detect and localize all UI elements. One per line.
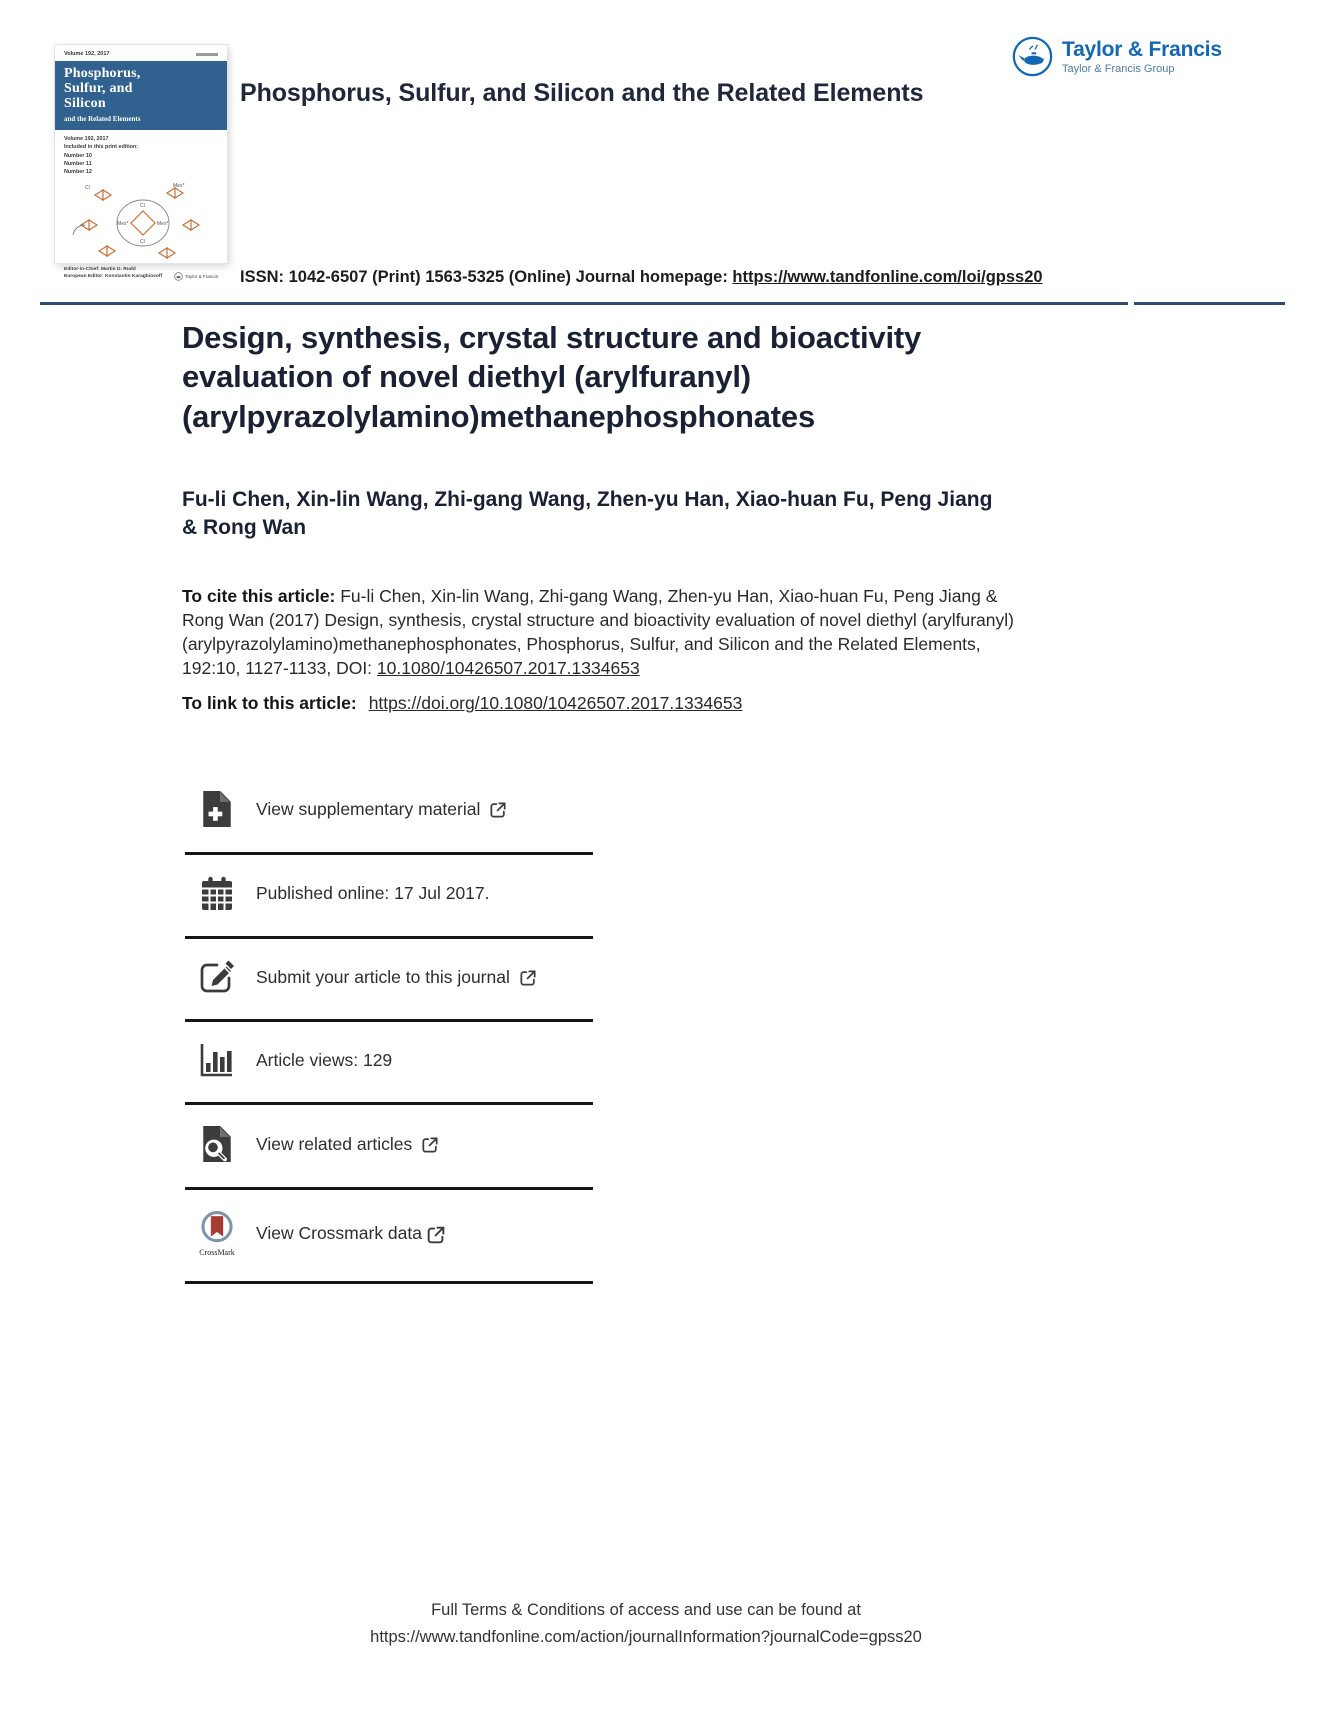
issn-line [240, 268, 1043, 287]
doi-link[interactable]: https://doi.org/10.1080/10426507.2017.1334653 [368, 693, 743, 713]
cover-volume-top: Volume 192, 2017 [64, 51, 110, 57]
related-articles-icon [195, 1125, 239, 1163]
submit-article-row[interactable] [185, 939, 593, 1022]
external-link-icon [518, 968, 538, 988]
cover-banner-subtitle: and the Related Elements [64, 114, 141, 123]
taylor-francis-logo [1012, 36, 1222, 77]
action-label: Article views: 129 [256, 1049, 393, 1070]
cover-edition-line: Number 12 [64, 169, 92, 176]
cover-european-editor: European Editor: Konstantin Karaghiosoff [64, 274, 163, 280]
external-link-icon [425, 1224, 447, 1246]
action-label: View related articles [256, 1133, 413, 1154]
header-divider [1134, 302, 1285, 305]
cover-edition-line: Volume 192, 2017 [64, 135, 109, 142]
issn-text: ISSN: 1042-6507 (Print) 1563-5325 (Online) Journal homepage: [240, 268, 733, 286]
cover-banner [55, 61, 227, 130]
article-actions-list [185, 770, 593, 1284]
action-label: Submit your article to this journal [256, 966, 510, 987]
calendar-icon [195, 875, 239, 912]
view-crossmark-data-row[interactable] [185, 1190, 593, 1284]
svg-text:Mes*: Mes* [157, 220, 169, 227]
svg-text:Mes*: Mes* [117, 220, 129, 227]
bar-chart-icon [195, 1042, 239, 1078]
published-online-row [185, 855, 593, 939]
cover-banner-title-line: Phosphorus, [64, 66, 141, 81]
crossmark-icon [195, 1210, 239, 1257]
action-label: Published online: 17 Jul 2017. [256, 883, 490, 903]
article-authors: Fu-li Chen, Xin-lin Wang, Zhi-gang Wang, Zhen-yu Han, Xiao-huan Fu, Peng Jiang & Rong Wan [182, 488, 993, 539]
cover-tf-mark-label: Taylor & Francis [185, 273, 218, 279]
svg-text:Cl: Cl [85, 184, 90, 191]
link-line [182, 693, 742, 714]
svg-text:Cl: Cl [140, 238, 145, 245]
cover-edition-line: Included in this print edition: [64, 144, 138, 151]
cover-top-row [55, 45, 227, 61]
submit-article-icon [195, 959, 239, 995]
citation-paragraph [182, 584, 1040, 681]
footer-terms [0, 1597, 1292, 1650]
article-title: Design, synthesis, crystal structure and bioactivity evaluation of novel diethyl (arylfuranyl)(arylpyrazolylamino)methanephosphonates [182, 320, 922, 434]
cover-issn-placeholder [196, 53, 218, 56]
cite-text: Fu-li Chen, Xin-lin Wang, Zhi-gang Wang, Zhen-yu Han, Xiao-huan Fu, Peng Jiang & Rong Wan (2017) Design, synthesis, crystal structure and bioactivity evaluation of novel diethyl (arylfuranyl)(arylpyrazolylamino)methanephosphonates, Phosphorus, Sulfur, and Silicon and the Related Elements, 192:10, 1127-1133, DOI: [182, 586, 1014, 679]
cover-edition-line: Number 10 [64, 152, 92, 159]
cite-label: To cite this article: [182, 586, 341, 606]
cover-editor-in-chief: Editor-in-Chief: Martin D. Rudd [64, 266, 136, 272]
brand-group: Taylor & Francis Group [1062, 63, 1175, 75]
cover-artwork [55, 179, 227, 265]
cover-banner-title-line: Silicon [64, 95, 106, 111]
header-divider [40, 302, 1128, 305]
svg-text:Cl: Cl [140, 202, 145, 209]
view-supplementary-material-row[interactable] [185, 770, 593, 855]
link-label: To link to this article: [182, 693, 357, 713]
external-link-icon [488, 800, 508, 820]
view-related-articles-row[interactable] [185, 1105, 593, 1190]
taylor-francis-mini-icon [174, 272, 183, 281]
cover-tf-mark [174, 272, 218, 281]
journal-cover-thumbnail [55, 45, 227, 280]
crossmark-caption: CrossMark [199, 1248, 235, 1257]
external-link-icon [420, 1135, 440, 1155]
cite-doi-link[interactable]: 10.1080/10426507.2017.1334653 [376, 658, 640, 679]
brand-name: Taylor & Francis [1062, 38, 1222, 61]
action-label: View supplementary material [256, 798, 481, 819]
supplementary-material-icon [195, 790, 239, 828]
footer-line1: Full Terms & Conditions of access and use can be found at [431, 1601, 861, 1619]
footer-terms-url[interactable]: https://www.tandfonline.com/action/journalInformation?journalCode=gpss20 [370, 1627, 922, 1646]
journal-title: Phosphorus, Sulfur, and Silicon and the Related Elements [240, 79, 924, 107]
cover-edition-info [55, 130, 227, 179]
journal-homepage-link[interactable]: https://www.tandfonline.com/loi/gpss20 [732, 268, 1043, 286]
cover-editors-row [55, 265, 227, 285]
taylor-francis-lamp-icon [1012, 36, 1053, 77]
article-views-row [185, 1022, 593, 1105]
svg-text:Mes*: Mes* [173, 182, 185, 189]
cover-edition-line: Number 11 [64, 161, 92, 168]
cover-banner-title-line: Sulfur, and [64, 80, 133, 96]
action-label: View Crossmark data [256, 1223, 422, 1243]
